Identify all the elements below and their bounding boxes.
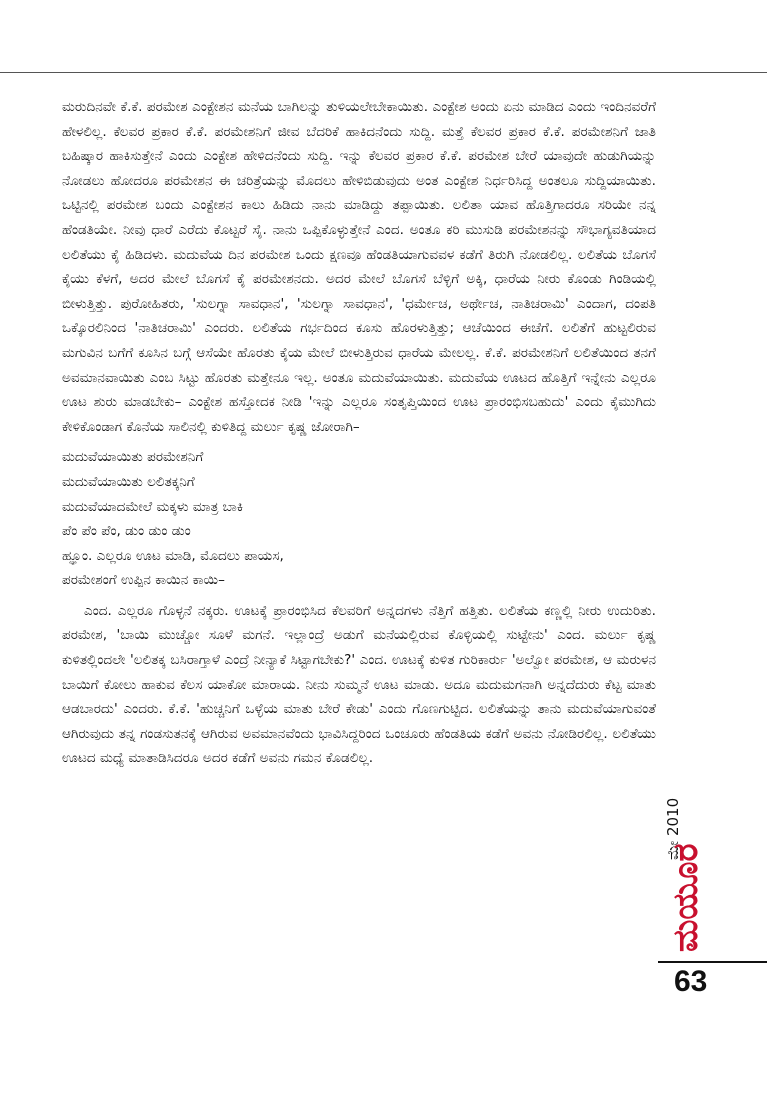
footer-rule (658, 961, 767, 963)
issue-date-text: ಮೇ 2010 (664, 797, 682, 860)
verse-line: ಮದುವೆಯಾದಮೇಲೆ ಮಕ್ಕಳು ಮಾತ್ರ ಬಾಕಿ (62, 498, 244, 515)
page-number: 63 (674, 965, 708, 998)
article-body (62, 95, 656, 771)
verse-line: ಪರಮೇಶಂಗೆ ಉಪ್ಪಿನ ಕಾಯಿನ ಕಾಯಿ– (62, 572, 225, 589)
verse-line: ಮದುವೆಯಾಯಿತು ಲಲಿತಕ್ಕನಿಗೆ (62, 473, 195, 490)
verse-line: ಪೆಂ ಪೆಂ ಪೆಂ, ಡುಂ ಡುಂ ಡುಂ (62, 523, 191, 540)
paragraph-1: ಮರುದಿನವೇ ಕೆ.ಕೆ. ಪರಮೇಶ ಎಂಕ್ಟೇಶನ ಮನೆಯ ಬಾಗಿಲನ್ನು ತುಳಿಯಲೇಬೇಕಾಯಿತು. ಎಂಕ್ಟೇಶ ಅಂದು ಏನು ಮಾಡಿದ ಎಂದು ಇಂದಿನವರೆಗೆ ಹೇಳಲಿಲ್ಲ. ಕೆಲವರ ಪ್ರಕಾರ ಕೆ.ಕೆ. ಪರಮೇಶನಿಗೆ ಜೀವ ಬೆದರಿಕೆ ಹಾಕಿದನೆಂದು ಸುದ್ದಿ. ಮತ್ತೆ ಕೆಲವರ ಪ್ರಕಾರ ಕೆ.ಕೆ. ಪರಮೇಶನಿಗೆ ಜಾತಿ ಬಹಿಷ್ಕಾರ ಹಾಕಿಸುತ್ತೇನೆ ಎಂದು ಎಂಕ್ಟೇಶ ಹೇಳಿದನೆಂದು ಸುದ್ದಿ. ಇನ್ನು ಕೆಲವರ ಪ್ರಕಾರ ಕೆ.ಕೆ. ಪರಮೇಶ ಬೇರೆ ಯಾವುದೇ ಹುಡುಗಿಯನ್ನು ನೋಡಲು ಹೋದರೂ ಪರಮೇಶನ ಈ ಚರಿತ್ರೆಯನ್ನು ಮೊದಲು ಹೇಳಿಬಿಡುವುದು ಅಂತ ಎಂಕ್ಟೇಶ ನಿರ್ಧರಿಸಿದ್ದ ಅಂತಲೂ ಸುದ್ದಿಯಾಯಿತು. ಒಟ್ಟಿನಲ್ಲಿ ಪರಮೇಶ ಬಂದು ಎಂಕ್ಟೇಶನ ಕಾಲು ಹಿಡಿದು ನಾನು ಮಾಡಿದ್ದು ತಪ್ಪಾಯಿತು. ಲಲಿತಾ ಯಾವ ಹೊತ್ತಿಗಾದರೂ ಸರಿಯೇ ನನ್ನ ಹೆಂಡತಿಯೇ. ನೀವು ಧಾರೆ ಎರೆದು ಕೊಟ್ಟರೆ ಸೈ. ನಾನು ಒಪ್ಪಿಕೊಳ್ಳುತ್ತೇನೆ ಎಂದ. ಅಂತೂ ಕರಿ ಮುಸುಡಿ ಪರಮೇಶನನ್ನು ಸೌಭಾಗ್ಯವತಿಯಾದ ಲಲಿತೆಯು ಕೈ ಹಿಡಿದಳು. ಮದುವೆಯ ದಿನ ಪರಮೇಶ ಒಂದು ಕ್ಷಣವೂ ಹೆಂಡತಿಯಾಗುವವಳ ಕಡೆಗೆ ತಿರುಗಿ ನೋಡಲಿಲ್ಲ. ಲಲಿತೆಯ ಬೊಗಸೆ ಕೈಯು ಕೆಳಗೆ, ಅದರ ಮೇಲೆ ಬೊಗಸೆ ಕೈ ಪರಮೇಶನದು. ಅದರ ಮೇಲೆ ಬೊಗಸೆ ಬೆಳ್ಳಿಗೆ ಅಕ್ಕಿ, ಧಾರೆಯ ನೀರು ಕೊಂಡು ಗಿಂಡಿಯಲ್ಲಿ ಬೀಳುತ್ತಿತ್ತು. ಪುರೋಹಿತರು, 'ಸುಲಗ್ನಾ ಸಾವಧಾನ', 'ಸುಲಗ್ನಾ ಸಾವಧಾನ', 'ಧರ್ಮೇಚ, ಅರ್ಥೇಚ, ನಾತಿಚರಾಮಿ' ಎಂದಾಗ, ದಂಪತಿ ಒಕ್ಕೊರಲಿನಿಂದ 'ನಾತಿಚರಾಮಿ' ಎಂದರು. ಲಲಿತೆಯ ಗರ್ಭದಿಂದ ಕೂಸು ಹೊರಳುತ್ತಿತ್ತು; ಆಚೆಯಿಂದ ಈಚೆಗೆ. ಲಲಿತೆಗೆ ಹುಟ್ಟಲಿರುವ ಮಗುವಿನ ಬಗೆಗೆ ಕೂಸಿನ ಬಗ್ಗೆ ಆಸೆಯೇ ಹೊರತು ಕೈಯ ಮೇಲೆ ಬೀಳುತ್ತಿರುವ ಧಾರೆಯ ಮೇಲಲ್ಲ. ಕೆ.ಕೆ. ಪರಮೇಶನಿಗೆ ಲಲಿತೆಯಿಂದ ತನಗೆ ಅವಮಾನವಾಯಿತು ಎಂಬ ಸಿಟ್ಟು ಹೊರತು ಮತ್ತೇನೂ ಇಲ್ಲ. ಅಂತೂ ಮದುವೆಯಾಯಿತು. ಮದುವೆಯ ಊಟದ ಹೊತ್ತಿಗೆ ಇನ್ನೇನು ಎಲ್ಲರೂ ಊಟ ಶುರು ಮಾಡಬೇಕು– ಎಂಕ್ಟೇಶ ಹಸ್ತೋದಕ ನೀಡಿ 'ಇನ್ನು ಎಲ್ಲರೂ ಸಂತೃಪ್ತಿಯಿಂದ ಊಟ ಪ್ರಾರಂಭಿಸಬಹುದು' ಎಂದು ಕೈಮುಗಿದು ಕೇಳಿಕೊಂಡಾಗ ಕೊನೆಯ ಸಾಲಿನಲ್ಲಿ ಕುಳಿತಿದ್ದ ಮರ್ಲು ಕೃಷ್ಣ ಜೋರಾಗಿ– (62, 99, 656, 435)
magazine-logo (664, 843, 708, 952)
header-rule (0, 72, 767, 73)
paragraph-2: ಎಂದ. ಎಲ್ಲರೂ ಗೊಳ್ಳನೆ ನಕ್ಕರು. ಊಟಕ್ಕೆ ಪ್ರಾರಂಭಿಸಿದ ಕೆಲವರಿಗೆ ಅನ್ನದಗಳು ನೆತ್ತಿಗೆ ಹತ್ತಿತು. ಲಲಿತೆಯ ಕಣ್ಣಲ್ಲಿ ನೀರು ಉದುರಿತು. ಪರಮೇಶ, 'ಬಾಯಿ ಮುಚ್ಚೋ ಸೂಳೆ ಮಗನೆ. ಇಲ್ಲಾಂದ್ರೆ ಅಡುಗೆ ಮನೆಯಲ್ಲಿರುವ ಕೊಳ್ಳಿಯಲ್ಲಿ ಸುಟ್ಟೇನು' ಎಂದ. ಮರ್ಲು ಕೃಷ್ಣ ಕುಳಿತಲ್ಲಿಂದಲೇ 'ಲಲಿತಕ್ಕ ಬಸಿರಾಗ್ತಾಳೆ ಎಂದ್ರೆ ನೀನ್ಯಾಕೆ ಸಿಟ್ಟಾಗಬೇಕು?' ಎಂದ. ಊಟಕ್ಕೆ ಕುಳಿತ ಗುರಿಕಾರ್ರು 'ಅಲ್ವೋ ಪರಮೇಶ, ಆ ಮರುಳನ ಬಾಯಿಗೆ ಕೋಲು ಹಾಕುವ ಕೆಲಸ ಯಾಕೋ ಮಾರಾಯ. ನೀನು ಸುಮ್ಮನೆ ಊಟ ಮಾಡು. ಅದೂ ಮದುಮಗನಾಗಿ ಅನ್ನದೆದುರು ಕೆಟ್ಟ ಮಾತು ಆಡಬಾರದು' ಎಂದರು. ಕೆ.ಕೆ. 'ಹುಚ್ಚನಿಗೆ ಒಳ್ಳೆಯ ಮಾತು ಬೇರೆ ಕೇಡು' ಎಂದು ಗೊಣಗುಟ್ಟಿದ. ಲಲಿತೆಯನ್ನು ತಾನು ಮದುವೆಯಾಗುವಂತೆ ಆಗಿರುವುದು ತನ್ನ ಗಂಡಸುತನಕ್ಕೆ ಆಗಿರುವ ಅವಮಾನವೆಂದು ಭಾವಿಸಿದ್ದರಿಂದ ಒಂಚೂರು ಹೆಂಡತಿಯ ಕಡೆಗೆ ಅವನು ನೋಡಿರಲಿಲ್ಲ. ಲಲಿತೆಯು ಊಟದ ಮಧ್ಯೆ ಮಾತಾಡಿಸಿದರೂ ಅದರ ಕಡೆಗೆ ಅವನು ಗಮನ ಕೊಡಲಿಲ್ಲ. (62, 602, 656, 767)
verse-block (62, 445, 656, 593)
verse-line: ಹ್ಞೂಂ. ಎಲ್ಲರೂ ಊಟ ಮಾಡಿ, ಮೊದಲು ಪಾಯಸ, (62, 547, 284, 564)
verse-line: ಮದುವೆಯಾಯಿತು ಪರಮೇಶನಿಗೆ (62, 449, 204, 466)
magazine-name: ಮಯೂರ (666, 843, 706, 952)
